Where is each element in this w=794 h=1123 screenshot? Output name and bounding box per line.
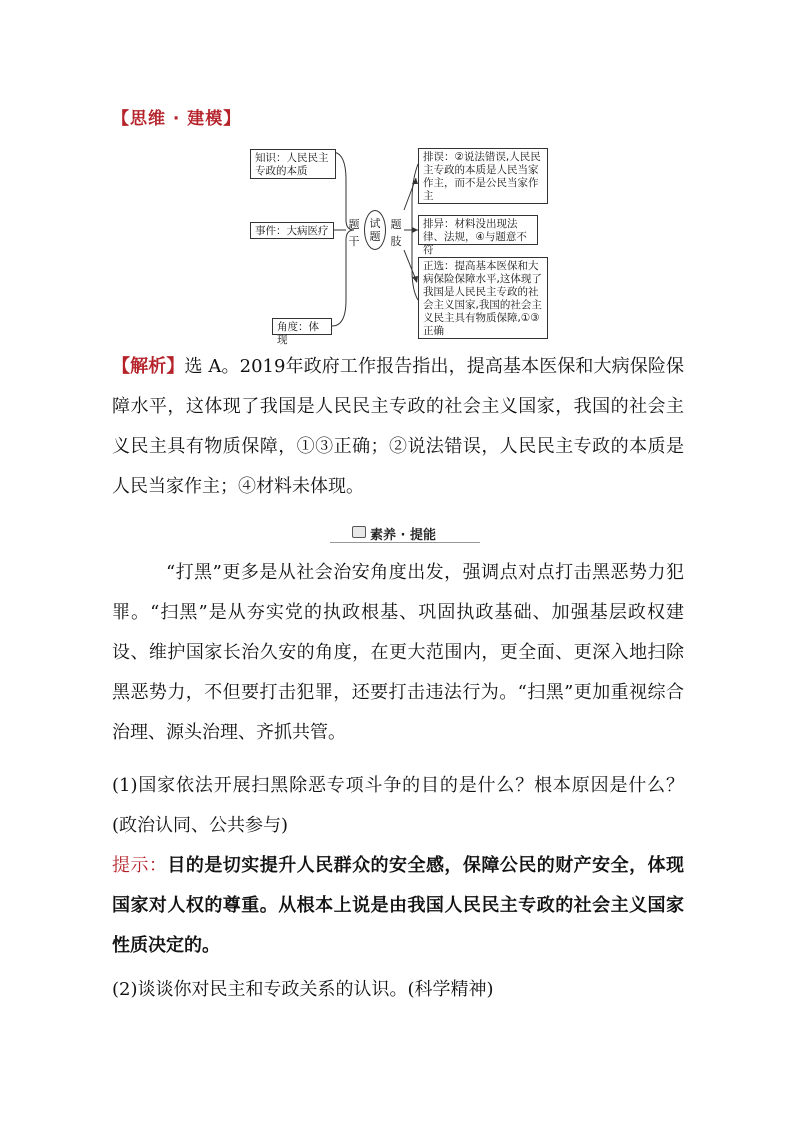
analysis-text: 选 A。2019年政府工作报告指出，提高基本医保和大病保险保障水平，这体现了我国是人民民主专政的社会主义国家，我国的社会主义民主具有物质保障，①③正确；②说法错误，人民民主专政的本质是人民当家作主；④材料未体现。 bbox=[112, 356, 685, 497]
analysis-paragraph bbox=[112, 347, 684, 507]
options-label: 题 肢 bbox=[390, 218, 402, 248]
stem-label: 题 干 bbox=[348, 218, 360, 248]
mind-map-diagram bbox=[246, 140, 556, 346]
correct-choice-node: 正选：提高基本医保和大病保险保障水平,这体现了我国是人民民主专政的社会主义国家,我国的社会主义民主具有物质保障,①③正确 bbox=[418, 257, 548, 339]
book-icon bbox=[352, 526, 366, 538]
question-oval: 试 题 bbox=[364, 210, 386, 250]
hint-tag: 提示： bbox=[112, 855, 168, 876]
banner-text: 素养 · 提能 bbox=[370, 528, 436, 543]
question-2: (2)谈谈你对民主和专政关系的认识。(科学精神) bbox=[112, 979, 494, 1000]
analysis-tag: 【解析】 bbox=[112, 356, 185, 377]
event-node: 事件：大病医疗 bbox=[250, 222, 334, 239]
question-1: (1)国家依法开展扫黑除恶专项斗争的目的是什么？根本原因是什么？(政治认同、公共参与) bbox=[112, 775, 684, 836]
exclude-diff-node: 排异：材料没出现法律、法规，④与题意不符 bbox=[418, 215, 538, 245]
exclude-error-node: 排误：②说法错误,人民民主专政的本质是人民当家作主，而不是公民当家作主 bbox=[418, 148, 548, 204]
material-paragraph: “打黑”更多是从社会治安角度出发，强调点对点打击黑恶势力犯罪。“扫黑”是从夯实党的执政根基、巩固执政基础、加强基层政权建设、维护国家长治久安的角度，在更大范围内，更全面、更深入地扫除黑恶势力，不但要打击犯罪，还要打击违法行为。“扫黑”更加重视综合治理、源头治理、齐抓共管。 bbox=[112, 562, 684, 743]
angle-node: 角度：体现 bbox=[272, 318, 332, 335]
knowledge-node: 知识：人民民主专政的本质 bbox=[250, 149, 336, 179]
hint-paragraph bbox=[112, 846, 684, 966]
literacy-banner bbox=[330, 522, 480, 546]
section-title: 【思维 · 建模】 bbox=[112, 109, 242, 129]
hint-text: 目的是切实提升人民群众的安全感，保障公民的财产安全，体现国家对人权的尊重。从根本上说是由我国人民民主专政的社会主义国家性质决定的。 bbox=[112, 855, 685, 956]
